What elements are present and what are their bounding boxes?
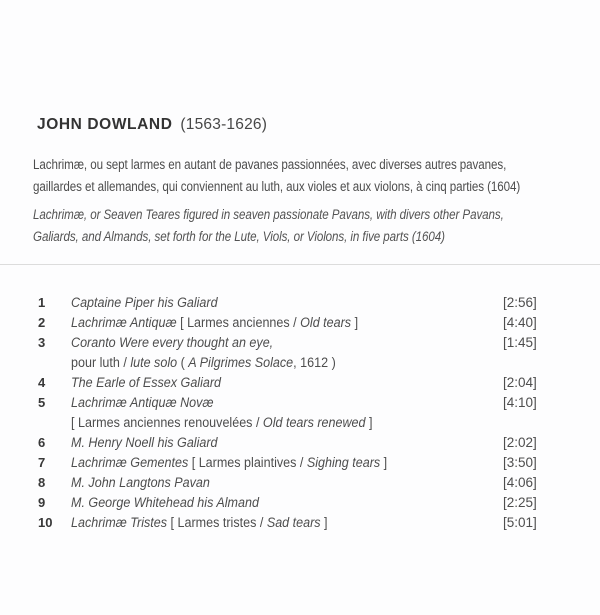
track-title-line (71, 293, 473, 313)
track-title-segment: lute solo (130, 355, 178, 370)
track-title-segment: [ Larmes plaintives / (188, 455, 307, 470)
track-title-segment: , 1612 ) (293, 355, 336, 370)
track-number: 2 (38, 315, 46, 330)
track-title-segment: [ Larmes anciennes / (176, 315, 301, 330)
track-list (38, 293, 563, 533)
track-title-line (71, 373, 473, 393)
track-title-segment: M. George Whitehead his Almand (71, 495, 259, 510)
track-title-segment: Sighing tears (306, 455, 381, 470)
description-french (33, 154, 599, 198)
description-french-line: Lachrimæ, ou sept larmes en autant de pavanes passionnées, avec diverses autres pavanes, (33, 157, 507, 172)
track-title-line (71, 333, 473, 353)
track-number: 9 (38, 495, 46, 510)
track-row (38, 513, 563, 533)
track-title-segment: Coranto Were every thought an eye, (71, 335, 274, 350)
track-title-segment: ] (351, 315, 359, 330)
track-title-segment: Lachrimæ Antiquæ (71, 315, 177, 330)
track-title (71, 493, 503, 513)
track-row (38, 493, 563, 513)
track-title (71, 513, 503, 533)
track-title-segment: pour luth / (71, 355, 131, 370)
track-row (38, 313, 563, 333)
track-duration: [2:02] (503, 435, 537, 450)
track-duration: [3:50] (503, 455, 537, 470)
track-title-segment: M. Henry Noell his Galiard (71, 435, 218, 450)
track-number: 7 (38, 455, 46, 470)
track-title (71, 293, 503, 313)
track-title-line (71, 353, 473, 373)
track-number: 5 (38, 395, 46, 410)
track-title (71, 473, 503, 493)
track-title-line (71, 493, 473, 513)
track-row (38, 333, 563, 373)
track-title-segment: ] (320, 515, 328, 530)
track-row (38, 453, 563, 473)
track-title-line (71, 453, 473, 473)
track-title-segment: Old tears (300, 315, 352, 330)
track-title-line (71, 473, 473, 493)
description-english (33, 204, 580, 248)
track-title-segment: [ Larmes anciennes renouvelées / (71, 415, 263, 430)
track-title-segment: Old tears renewed (262, 415, 366, 430)
track-title-line (71, 313, 473, 333)
track-number: 10 (38, 515, 53, 530)
track-title (71, 313, 503, 333)
description-french-line: gaillardes et allemandes, qui conviennent au luth, aux violes et aux violons, à cinq parties (1604) (33, 179, 521, 194)
track-row (38, 373, 563, 393)
track-title-segment: The Earle of Essex Galiard (71, 375, 222, 390)
track-title-line (71, 513, 473, 533)
track-title-segment: Lachrimæ Gementes (71, 455, 189, 470)
composer-heading (37, 116, 267, 134)
track-title (71, 373, 503, 393)
track-row (38, 473, 563, 493)
track-title-segment: ( (177, 355, 189, 370)
track-title-segment: Lachrimæ Antiquæ Novæ (71, 395, 214, 410)
track-title (71, 393, 503, 433)
track-title-segment: Lachrimæ Tristes (71, 515, 168, 530)
track-title-line (71, 393, 473, 413)
track-duration: [1:45] (503, 335, 537, 350)
track-title-segment: M. John Langtons Pavan (71, 475, 210, 490)
track-title-segment: ] (365, 415, 373, 430)
track-title (71, 453, 503, 473)
track-number: 3 (38, 335, 46, 350)
description-english-line: Galiards, and Almands, set forth for the Lute, Viols, or Violons, in five parts (1604) (33, 229, 445, 244)
track-number: 4 (38, 375, 46, 390)
track-duration: [4:06] (503, 475, 537, 490)
track-number: 8 (38, 475, 46, 490)
track-title-segment: [ Larmes tristes / (167, 515, 267, 530)
track-number: 6 (38, 435, 46, 450)
track-title (71, 333, 503, 373)
description-english-line: Lachrimæ, or Seaven Teares figured in seaven passionate Pavans, with divers other Pavans, (33, 207, 504, 222)
track-title-segment: Captaine Piper his Galiard (71, 295, 218, 310)
track-number: 1 (38, 295, 46, 310)
track-title-segment: A Pilgrimes Solace (188, 355, 294, 370)
track-title-segment: Sad tears (266, 515, 321, 530)
track-duration: [2:04] (503, 375, 537, 390)
track-row (38, 293, 563, 313)
track-row (38, 393, 563, 433)
composer-name: JOHN DOWLAND (37, 116, 173, 134)
track-duration: [5:01] (503, 515, 537, 530)
track-title (71, 433, 503, 453)
track-duration: [4:40] (503, 315, 537, 330)
track-duration: [4:10] (503, 395, 537, 410)
track-row (38, 433, 563, 453)
composer-dates: (1563-1626) (180, 116, 268, 134)
track-title-line (71, 433, 473, 453)
track-duration: [2:56] (503, 295, 537, 310)
track-duration: [2:25] (503, 495, 537, 510)
track-title-segment: ] (380, 455, 388, 470)
track-title-line (71, 413, 473, 433)
page-edge-rule (0, 264, 600, 265)
